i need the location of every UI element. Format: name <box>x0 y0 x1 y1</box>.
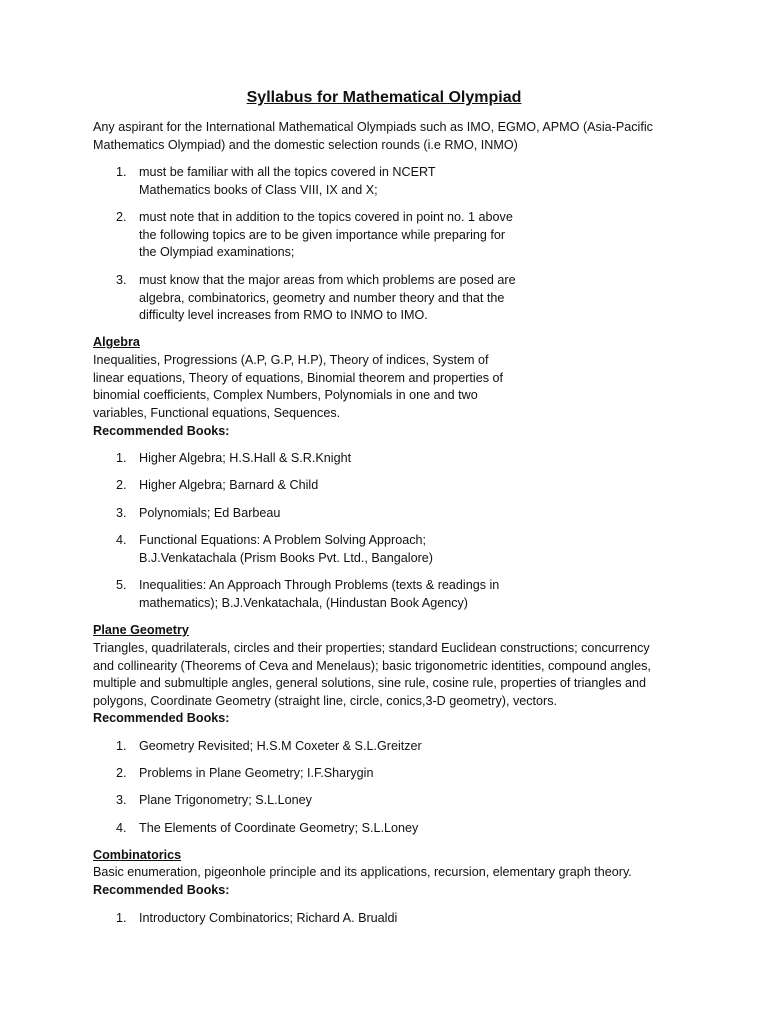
book-title: Plane Trigonometry; S.L.Loney <box>139 793 312 807</box>
list-text: must know that the major areas from which problems are posed are <box>139 273 516 287</box>
recommended-books-label: Recommended Books: <box>93 424 230 438</box>
intro-line: Any aspirant for the International Mathematical Olympiads such as IMO, EGMO, APMO (Asia-Pacific <box>93 120 653 134</box>
book-title: Problems in Plane Geometry; I.F.Sharygin <box>139 766 374 780</box>
book-title: Inequalities: An Approach Through Problems (texts & readings in <box>139 578 500 592</box>
list-number: 1. <box>116 911 127 925</box>
list-number: 4. <box>116 533 127 547</box>
list-number: 3. <box>116 793 127 807</box>
list-number: 1. <box>116 451 127 465</box>
topic-line: linear equations, Theory of equations, Binomial theorem and properties of <box>93 370 504 385</box>
geometry-topics <box>93 640 683 710</box>
list-number: 2. <box>116 766 127 780</box>
recommended-books-label: Recommended Books: <box>93 883 230 897</box>
book-title: Higher Algebra; H.S.Hall & S.R.Knight <box>139 451 352 465</box>
topic-line: binomial coefficients, Complex Numbers, Polynomials in one and two <box>93 388 478 402</box>
book-title: B.J.Venkatachala (Prism Books Pvt. Ltd., Bangalore) <box>139 550 433 565</box>
book-title: Polynomials; Ed Barbeau <box>139 506 281 520</box>
book-title: Higher Algebra; Barnard & Child <box>139 478 319 492</box>
topic-line: variables, Functional equations, Sequences. <box>93 405 341 420</box>
combinatorics-topics <box>93 864 683 882</box>
list-text: must be familiar with all the topics covered in NCERT <box>139 165 436 179</box>
list-number: 2. <box>116 478 127 492</box>
intro-paragraph <box>93 119 683 154</box>
list-number: 3. <box>116 273 127 287</box>
list-text: algebra, combinatorics, geometry and number theory and that the <box>139 290 505 305</box>
recommended-books-label: Recommended Books: <box>93 711 230 725</box>
intro-line: Mathematics Olympiad) and the domestic selection rounds (i.e RMO, INMO) <box>93 137 518 152</box>
list-text: Mathematics books of Class VIII, IX and X; <box>139 182 378 197</box>
geometry-heading: Plane Geometry <box>93 623 189 637</box>
page-title: Syllabus for Mathematical Olympiad <box>246 89 522 106</box>
list-number: 3. <box>116 506 127 520</box>
list-number: 5. <box>116 578 127 592</box>
book-title: Geometry Revisited; H.S.M Coxeter & S.L.Greitzer <box>139 739 422 753</box>
combinatorics-heading: Combinatorics <box>93 848 182 862</box>
topic-line: polygons, Coordinate Geometry (straight line, circle, conics,3-D geometry), vectors. <box>93 693 558 708</box>
book-title: Introductory Combinatorics; Richard A. Brualdi <box>139 911 398 925</box>
algebra-topics <box>93 352 683 422</box>
book-title: Functional Equations: A Problem Solving Approach; <box>139 533 427 547</box>
topic-line: multiple and submultiple angles, general solutions, sine rule, cosine rule, properties of triangles and <box>93 676 647 690</box>
list-number: 2. <box>116 210 127 224</box>
topic-line: Basic enumeration, pigeonhole principle and its applications, recursion, elementary graph theory. <box>93 865 632 879</box>
algebra-heading: Algebra <box>93 335 140 349</box>
list-number: 4. <box>116 821 127 835</box>
book-title: mathematics); B.J.Venkatachala, (Hindustan Book Agency) <box>139 595 469 610</box>
topic-line: Inequalities, Progressions (A.P, G.P, H.P), Theory of indices, System of <box>93 353 489 367</box>
topic-line: and collinearity (Theorems of Ceva and Menelaus); basic trigonometric identities, compound angles, <box>93 658 651 673</box>
list-number: 1. <box>116 165 127 179</box>
list-text: difficulty level increases from RMO to INMO to IMO. <box>139 308 428 322</box>
list-text: must note that in addition to the topics covered in point no. 1 above <box>139 210 513 224</box>
book-title: The Elements of Coordinate Geometry; S.L.Loney <box>139 821 419 835</box>
topic-line: Triangles, quadrilaterals, circles and their properties; standard Euclidean constructions; concurrency <box>93 641 650 655</box>
list-text: the following topics are to be given importance while preparing for <box>139 227 506 242</box>
list-number: 1. <box>116 739 127 753</box>
list-text: the Olympiad examinations; <box>139 245 295 259</box>
